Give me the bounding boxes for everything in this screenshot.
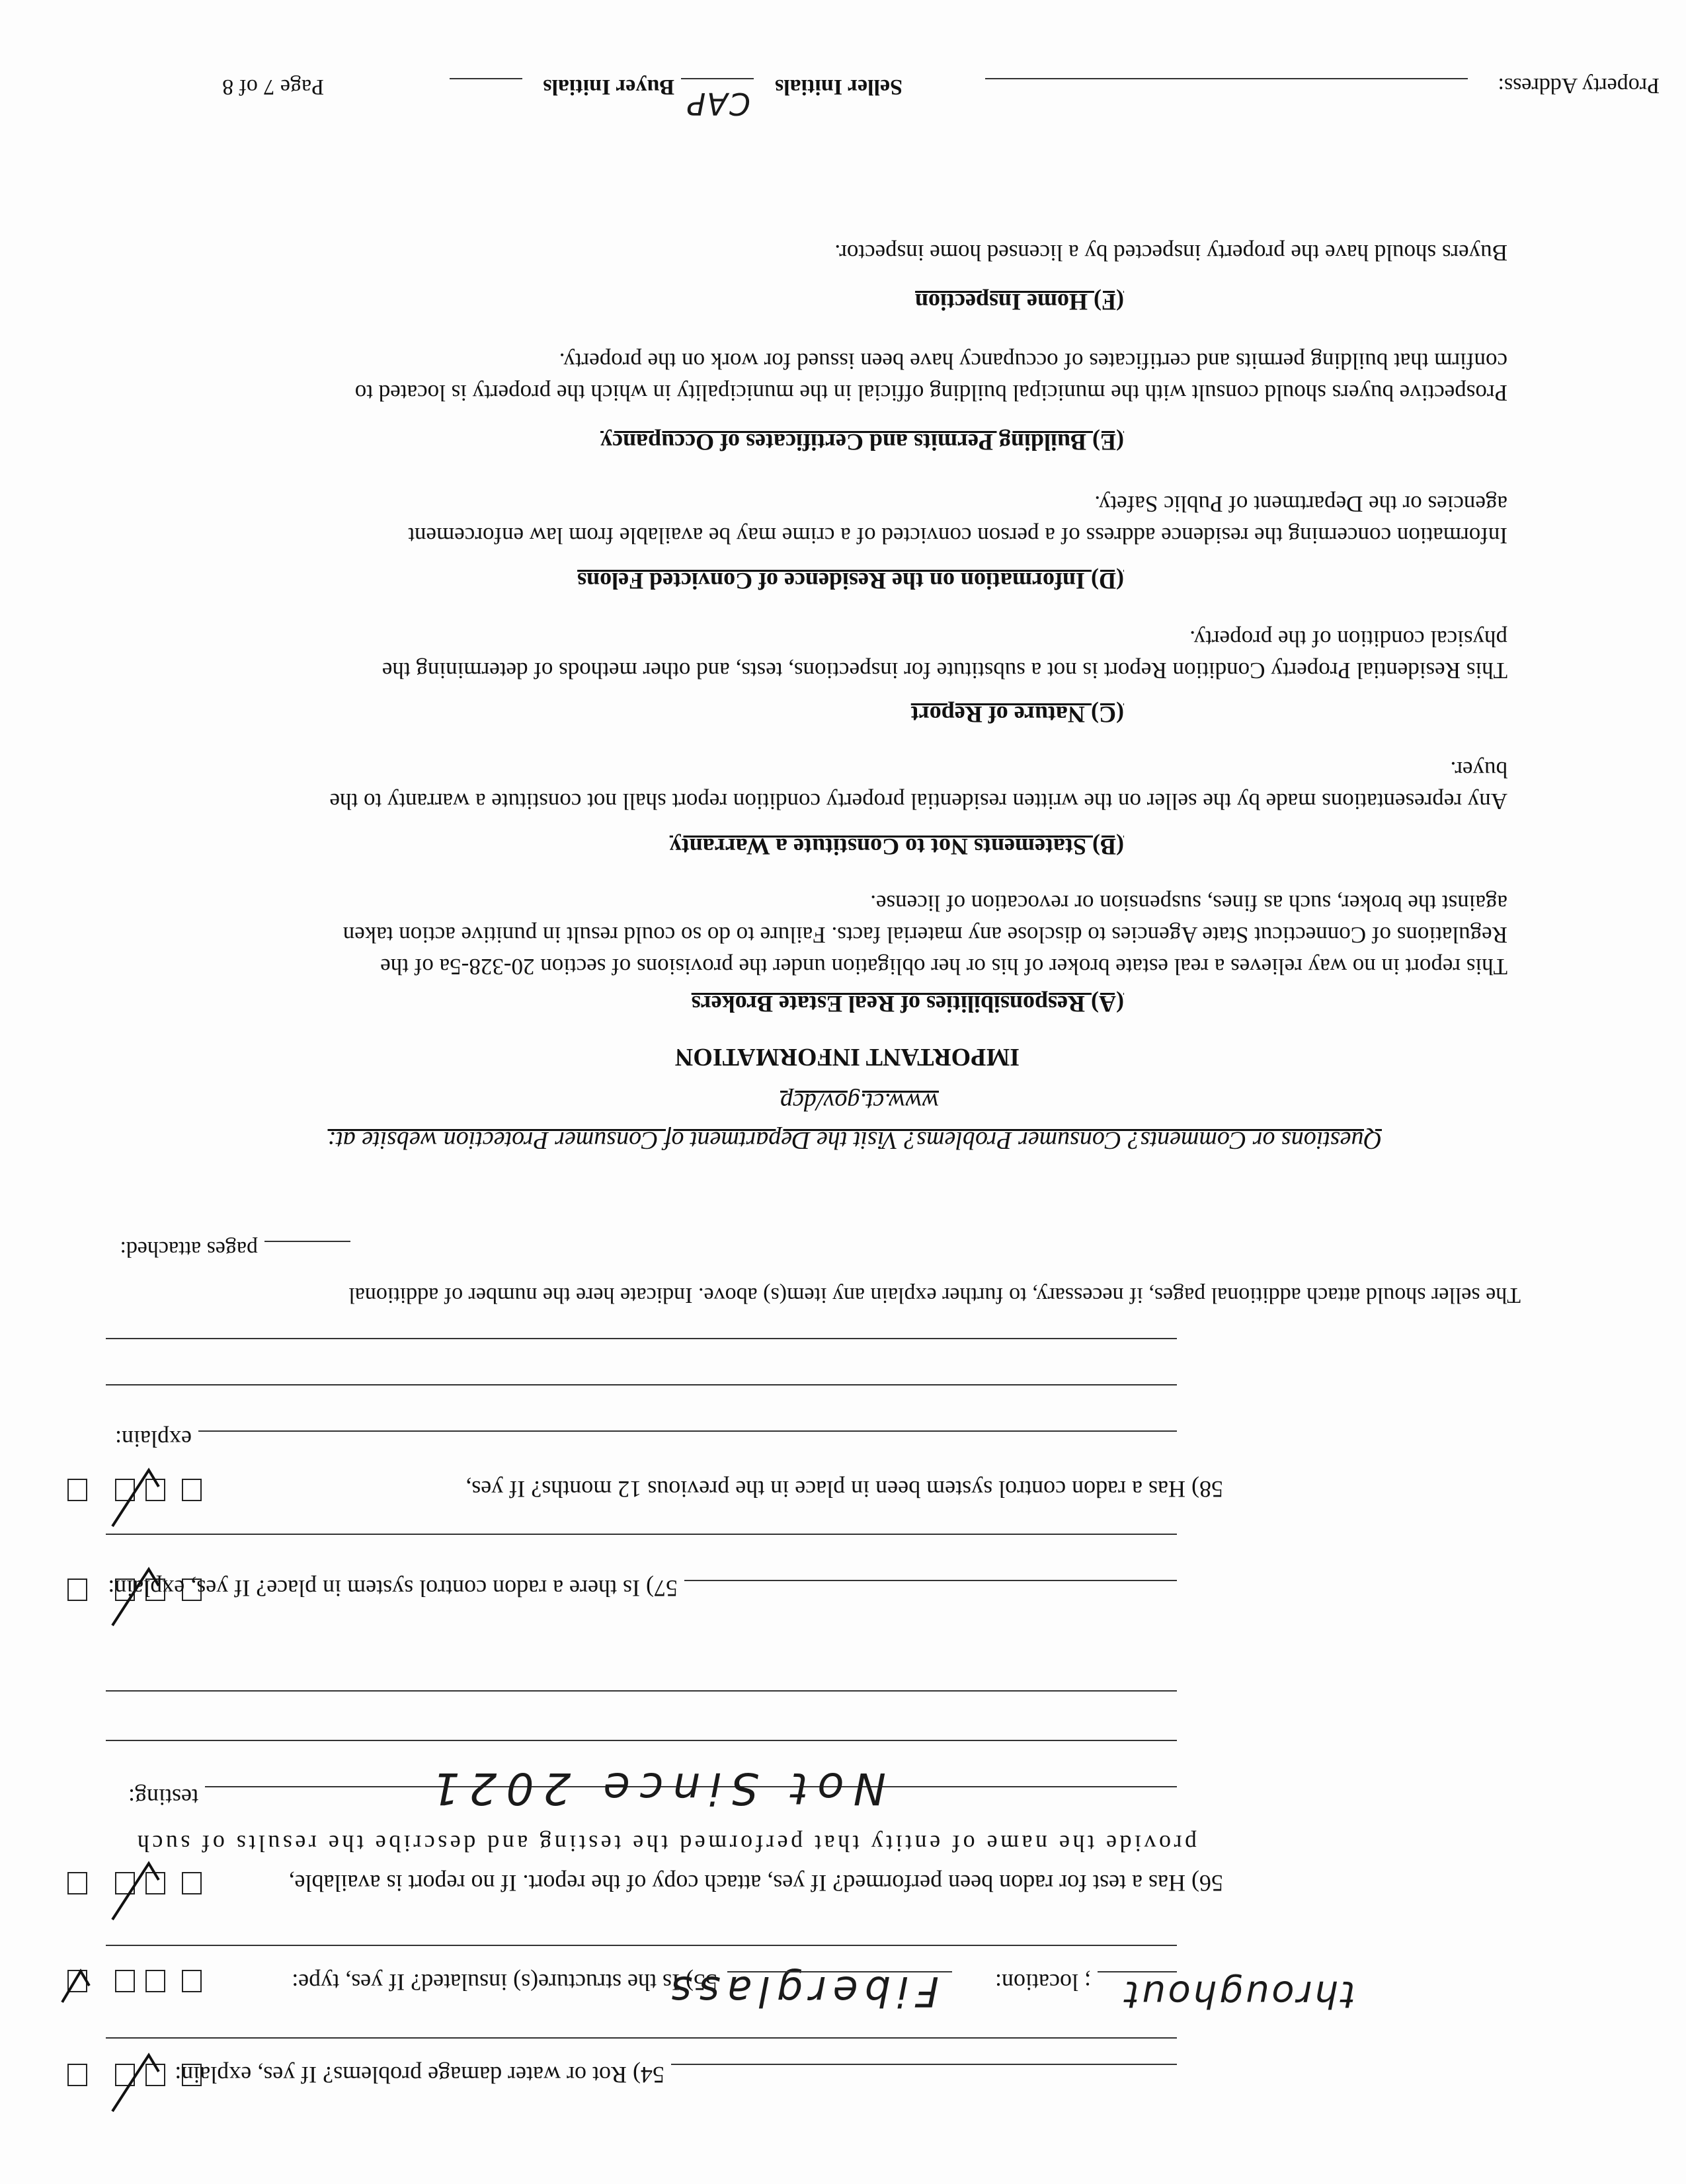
additional-pages-line1: The seller should attach additional pages, if necessary, to further explain any item(s) above. Indicate here the number of additional (348, 1283, 1521, 1307)
section-a-line2: Regulations of Connecticut State Agencies to disclose any material facts. Failure to do so could result in punitive action taken (342, 922, 1507, 948)
page-number: Page 7 of 8 (222, 75, 324, 99)
q55-type-line (727, 1971, 952, 1972)
q57-checkbox-1[interactable] (67, 1579, 87, 1601)
q55-type-answer: Fiberglass (664, 1967, 939, 2015)
q58-text-line1: 58) Has a radon control system been in place in the previous 12 months? If yes, (465, 1476, 1223, 1502)
q54-answer-line (671, 2064, 1177, 2065)
section-d-heading (577, 565, 1124, 598)
q54-answer-line-2 (106, 2037, 1177, 2039)
section-b-line2: buyer. (1450, 757, 1507, 783)
q57-text: 57) Is there a radon control system in place? If yes, explain: (108, 1575, 678, 1602)
q54-checkbox-1[interactable] (67, 2064, 87, 2086)
section-c-line2: physical condition of the property. (1189, 626, 1507, 652)
q56-check-mark (106, 1853, 165, 1926)
seller-initials-label: Seller Initials (775, 75, 903, 99)
q58-answer-line-2 (106, 1384, 1177, 1385)
q56-checkbox-1[interactable] (67, 1872, 87, 1894)
section-e-heading (600, 426, 1124, 459)
q55-check-mark (60, 1966, 93, 2006)
seller-initials-value: CAP (686, 86, 750, 122)
q55-location-line (1098, 1971, 1177, 1972)
section-c-line1: This Residential Property Condition Report is not a substitute for inspections, tests, and other methods of determining the (381, 658, 1507, 683)
q56-answer-line-3 (106, 1690, 1177, 1692)
section-e-line1: Prospective buyers should consult with the municipal building official in the municipality in which the property is located to (354, 380, 1507, 406)
q55-answer-line-2 (106, 1945, 1177, 1946)
q55-location-label: ; location: (995, 1969, 1091, 1996)
section-a-line3: against the broker, such as fines, suspension or revocation of license. (870, 890, 1507, 916)
buyer-initials-label: Buyer Initials (543, 75, 674, 99)
section-d-line1: Information concerning the residence address of a person convicted of a crime may be available from law enforcement (408, 523, 1507, 549)
section-e-heading-text: (E) Building Permits and Certificates of Occupancy (600, 429, 1124, 455)
q58-checkbox-4[interactable] (182, 1479, 202, 1501)
q55-checkbox-3[interactable] (145, 1970, 165, 1992)
additional-pages-line2: pages attached: (120, 1237, 258, 1261)
seller-initials-line (681, 78, 754, 79)
section-d-heading-text: (D) Information on the Residence of Convicted Felons (577, 568, 1124, 594)
q55-location-answer: throughout (1122, 1972, 1355, 2015)
q55-checkbox-4[interactable] (182, 1970, 202, 1992)
q55-checkbox-2[interactable] (115, 1970, 135, 1992)
q57-answer-line-2 (106, 1534, 1177, 1535)
section-a-line1: This report in no way relieves a real estate broker of his or her obligation under the provisions of section 20-328-5a of the (380, 954, 1507, 980)
q58-text-line2: explain: (115, 1426, 192, 1452)
section-c-heading-text: (C) Nature of Report (910, 701, 1124, 728)
q56-checkbox-4[interactable] (182, 1872, 202, 1894)
q57-answer-line-1 (684, 1580, 1177, 1581)
additional-pages-count-line (264, 1241, 350, 1242)
section-d-line2: agencies or the Department of Public Safety. (1094, 491, 1507, 517)
q58-answer-line-1 (198, 1430, 1177, 1432)
q56-text-line2: provide the name of entity that performed the testing and describe the results of such (134, 1830, 1197, 1857)
section-b-heading-text: (B) Statements Not to Constitute a Warranty (669, 834, 1124, 860)
section-b-heading (670, 830, 1124, 863)
section-f-line1: Buyers should have the property inspected by a licensed home inspector. (834, 240, 1507, 266)
section-f-heading (915, 286, 1124, 319)
q58-check-mark (106, 1460, 165, 1533)
section-c-heading (911, 698, 1124, 731)
q56-answer-line-2 (106, 1740, 1177, 1741)
q56-text-line3: testing: (128, 1784, 198, 1811)
contact-line1: Questions or Comments? Consumer Problems? Visit the Department of Consumer Protection website at: (327, 1126, 1382, 1154)
q56-answer: Not Since 2021 (422, 1763, 886, 1814)
q54-check-mark (106, 2045, 165, 2118)
q56-text-line1: 56) Has a test for radon been performed? If yes, attach copy of the report. If no report is available, (288, 1870, 1223, 1896)
section-a-heading (692, 988, 1124, 1021)
section-f-heading-text: (F) Home Inspection (915, 289, 1124, 315)
property-address-label: Property Address: (1498, 73, 1660, 98)
section-a-heading-text: (A) Responsibilities of Real Estate Brokers (691, 991, 1124, 1017)
contact-url: www.ct.gov/dcp (780, 1088, 939, 1116)
q58-answer-line-3 (106, 1338, 1177, 1339)
section-b-line1: Any representations made by the seller on the written residential property condition report shall not constitute a warranty to the (329, 789, 1507, 814)
property-address-line (985, 78, 1468, 79)
section-e-line2: confirm that building permits and certificates of occupancy have been issued for work on the property. (559, 348, 1507, 374)
q58-checkbox-1[interactable] (67, 1479, 87, 1501)
q55-text: 55) Is the structure(s) insulated? If yes, type: (292, 1969, 717, 1996)
buyer-initials-line (450, 78, 522, 79)
important-title: IMPORTANT INFORMATION (674, 1043, 1020, 1071)
q54-text: 54) Rot or water damage problems? If yes, explain: (175, 2062, 664, 2088)
